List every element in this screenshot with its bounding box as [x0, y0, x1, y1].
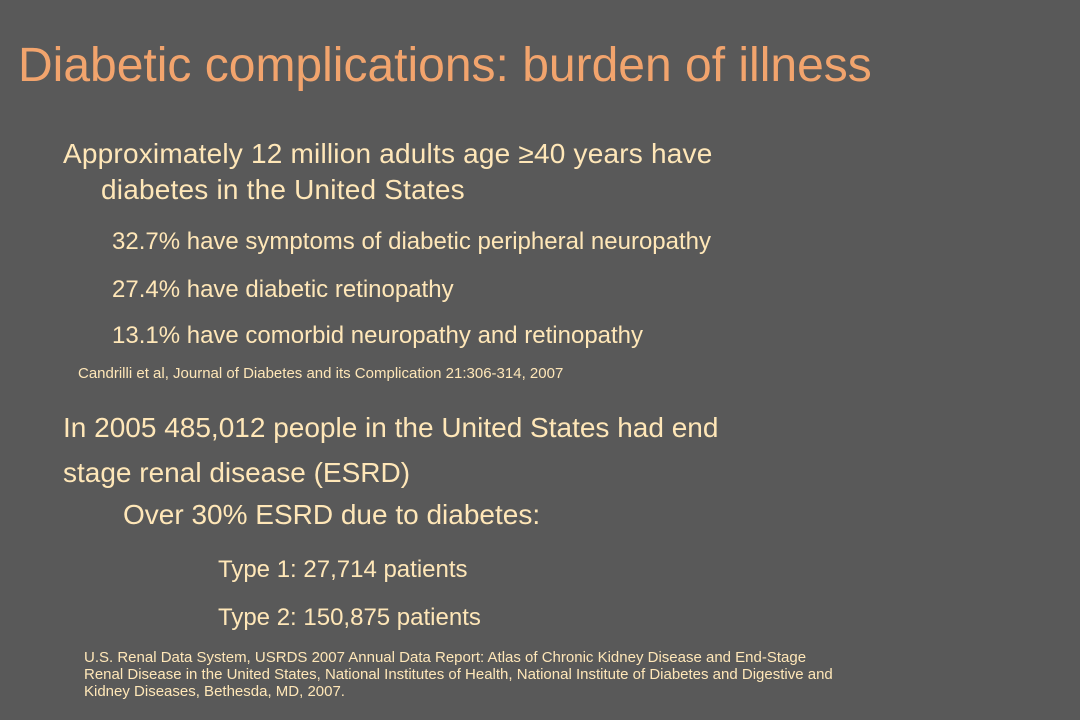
sub-bullet-retinopathy: 27.4% have diabetic retinopathy: [112, 276, 454, 303]
type-1-patients: Type 1: 27,714 patients: [218, 556, 468, 583]
main-bullet-line-2: diabetes in the United States: [101, 174, 465, 205]
esrd-diabetes-share: Over 30% ESRD due to diabetes:: [123, 499, 541, 530]
esrd-bullet-line-1: In 2005 485,012 people in the United States had end: [63, 412, 719, 443]
citation-usrds: [84, 649, 1054, 700]
sub-bullet-comorbid: 13.1% have comorbid neuropathy and retinopathy: [112, 322, 644, 349]
citation-usrds-line-1: U.S. Renal Data System, USRDS 2007 Annual Data Report: Atlas of Chronic Kidney Disease and End-Stage: [84, 649, 807, 666]
citation-usrds-line-2: Renal Disease in the United States, National Institutes of Health, National Institute of Diabetes and Digestive and: [84, 666, 833, 683]
main-bullet-line-1: Approximately 12 million adults age ≥40 years have: [63, 138, 713, 169]
esrd-bullet: [63, 405, 983, 495]
citation-candrilli: Candrilli et al, Journal of Diabetes and its Complication 21:306-314, 2007: [78, 365, 564, 382]
slide-title: Diabetic complications: burden of illness: [18, 39, 872, 92]
sub-bullet-neuropathy: 32.7% have symptoms of diabetic peripheral neuropathy: [112, 228, 712, 255]
citation-usrds-line-3: Kidney Diseases, Bethesda, MD, 2007.: [84, 683, 345, 700]
type-2-patients: Type 2: 150,875 patients: [218, 604, 481, 631]
main-bullet-diabetes-adults: [63, 136, 963, 208]
esrd-bullet-line-2: stage renal disease (ESRD): [63, 457, 411, 488]
